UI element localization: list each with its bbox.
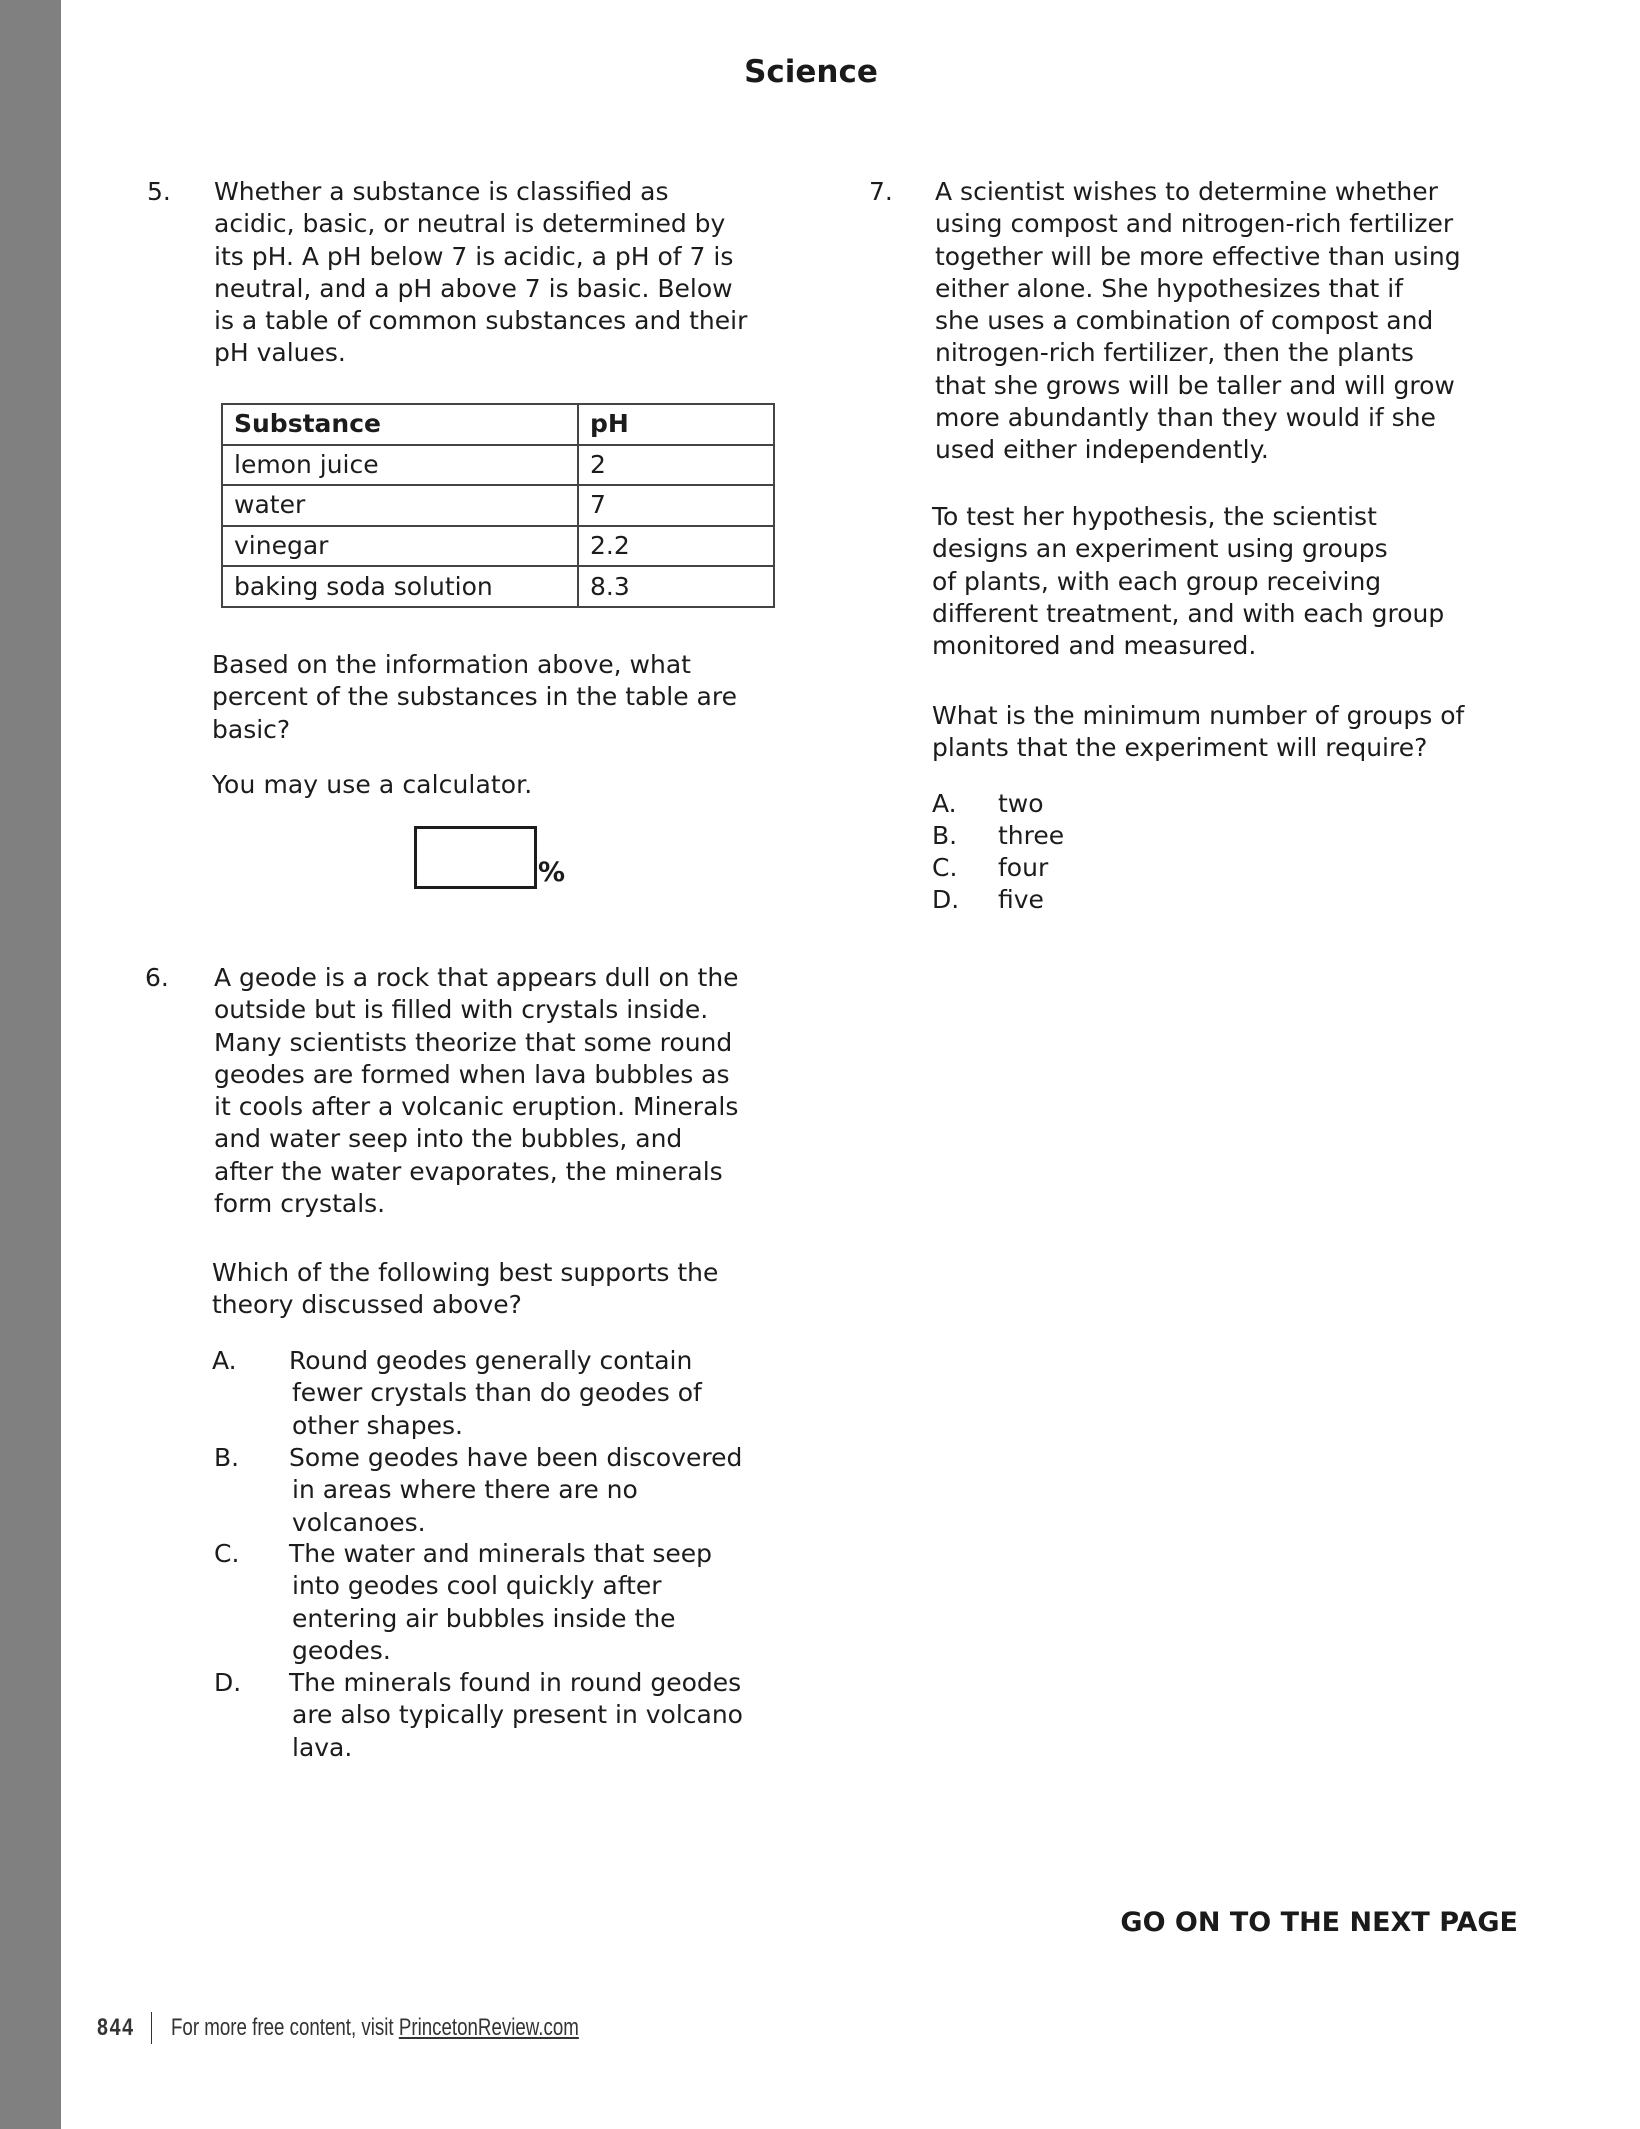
option-text (289, 1538, 712, 1667)
option-letter: D. (214, 1668, 242, 1697)
question-6-stem-line: A geode is a rock that appears dull on the (214, 963, 739, 992)
question-7-prompt (932, 700, 1464, 765)
question-6-stem-line: after the water evaporates, the minerals (214, 1156, 723, 1186)
question-6-stem-line: it cools after a volcanic eruption. Minerals (214, 1092, 739, 1122)
question-5-prompt-line: percent of the substances in the table are (212, 682, 737, 712)
option-line: volcanoes. (292, 1507, 426, 1537)
question-7-stem-line: nitrogen-rich fertilizer, then the plants (935, 338, 1414, 368)
question-7-stem (935, 176, 1461, 467)
question-6-prompt (212, 1257, 718, 1322)
table-cell-substance: water (222, 485, 578, 526)
table-header-substance: Substance (222, 404, 578, 445)
question-6-prompt-line: Which of the following best supports the (212, 1258, 719, 1287)
option-letter: C. (932, 853, 958, 882)
question-7-prompt-line: What is the minimum number of groups of (932, 701, 1465, 730)
option-letter: C. (214, 1539, 240, 1568)
question-5-stem-line: Whether a substance is classified as (214, 177, 669, 206)
table-cell-substance: vinegar (222, 526, 578, 567)
page-title: Science (744, 54, 878, 90)
question-6-stem-line: outside but is filled with crystals inside. (214, 995, 709, 1025)
table-cell-ph: 2 (578, 445, 774, 486)
footer-divider (151, 2012, 152, 2044)
table-cell-ph: 7 (578, 485, 774, 526)
question-6-stem-line: Many scientists theorize that some round (214, 1027, 733, 1057)
option-line: fewer crystals than do geodes of (292, 1378, 702, 1408)
option-text: four (998, 853, 1049, 882)
question-6-prompt-line: theory discussed above? (212, 1290, 522, 1320)
table-cell-ph: 2.2 (578, 526, 774, 567)
question-5-stem (214, 176, 747, 370)
question-5-prompt (212, 649, 737, 746)
option-line: in areas where there are no (292, 1475, 638, 1505)
question-7-context-line: designs an experiment using groups (932, 534, 1388, 564)
option-letter: D. (932, 885, 960, 914)
option-line: other shapes. (292, 1410, 463, 1440)
table-row (222, 566, 774, 607)
question-7-stem-line: that she grows will be taller and will grow (935, 370, 1455, 400)
question-5-number: 5. (147, 177, 171, 206)
option-line: into geodes cool quickly after (292, 1571, 662, 1601)
option-text: three (998, 821, 1065, 850)
option-text (289, 1667, 743, 1764)
option-line: entering air bubbles inside the (292, 1603, 676, 1633)
question-7-stem-line: together will be more effective than using (935, 241, 1461, 271)
princeton-review-link[interactable]: PrincetonReview.com (398, 2014, 579, 2041)
option-text: two (998, 789, 1044, 818)
question-7-stem-line: either alone. She hypothesizes that if (935, 273, 1404, 303)
question-6-stem-line: form crystals. (214, 1189, 386, 1219)
option-text (289, 1442, 742, 1539)
option-line: lava. (292, 1732, 353, 1762)
option-letter: B. (932, 821, 958, 850)
table-row (222, 485, 774, 526)
page-number: 844 (97, 2014, 135, 2041)
table-cell-substance: baking soda solution (222, 566, 578, 607)
option-line: are also typically present in volcano (292, 1700, 743, 1730)
option-line: The water and minerals that seep (289, 1539, 713, 1568)
question-6-stem (214, 962, 739, 1220)
option-letter: B. (214, 1443, 240, 1472)
table-row (222, 445, 774, 486)
table-cell-substance: lemon juice (222, 445, 578, 486)
option-letter: A. (212, 1346, 237, 1375)
question-7-context-line: monitored and measured. (932, 631, 1257, 661)
calculator-note: You may use a calculator. (212, 770, 533, 799)
question-7-stem-line: more abundantly than they would if she (935, 403, 1436, 433)
question-7-context-line: To test her hypothesis, the scientist (932, 502, 1377, 531)
question-5-prompt-line: basic? (212, 714, 291, 744)
question-7-stem-line: A scientist wishes to determine whether (935, 177, 1438, 206)
table-header-ph: pH (578, 404, 774, 445)
question-7-context (932, 501, 1444, 662)
page-edge-bar (0, 0, 61, 2129)
question-5-stem-line: pH values. (214, 338, 346, 368)
table-cell-ph: 8.3 (578, 566, 774, 607)
option-line: The minerals found in round geodes (289, 1668, 742, 1697)
option-line: Round geodes generally contain (289, 1346, 693, 1375)
option-letter: A. (932, 789, 957, 818)
question-7-number: 7. (869, 177, 893, 206)
question-6-stem-line: and water seep into the bubbles, and (214, 1124, 683, 1154)
option-text (289, 1345, 702, 1442)
question-5-prompt-line: Based on the information above, what (212, 650, 691, 679)
question-7-stem-line: used either independently. (935, 435, 1269, 465)
question-7-context-line: of plants, with each group receiving (932, 566, 1382, 596)
page-footer (97, 2010, 694, 2046)
question-5-stem-line: neutral, and a pH above 7 is basic. Below (214, 273, 733, 303)
footer-text (171, 2014, 579, 2042)
question-7-prompt-line: plants that the experiment will require? (932, 733, 1428, 763)
question-5-stem-line: acidic, basic, or neutral is determined by (214, 209, 726, 239)
answer-input-box[interactable] (414, 826, 537, 889)
question-6-number: 6. (145, 963, 169, 992)
question-5-stem-line: its pH. A pH below 7 is acidic, a pH of 7 is (214, 241, 734, 271)
question-6-stem-line: geodes are formed when lava bubbles as (214, 1059, 730, 1089)
question-7-stem-line: using compost and nitrogen-rich fertilizer (935, 209, 1454, 239)
question-7-stem-line: she uses a combination of compost and (935, 306, 1434, 336)
table-header-row (222, 404, 774, 445)
ph-table (221, 403, 775, 608)
question-5-stem-line: is a table of common substances and their (214, 306, 748, 336)
option-text: five (998, 885, 1044, 914)
percent-unit: % (538, 857, 566, 888)
go-on-next-page: GO ON TO THE NEXT PAGE (1120, 1907, 1518, 1938)
table-row (222, 526, 774, 567)
footer-promo-text: For more free content, visit (171, 2014, 399, 2041)
option-line: Some geodes have been discovered (289, 1443, 743, 1472)
option-line: geodes. (292, 1635, 391, 1665)
question-7-context-line: different treatment, and with each group (932, 598, 1445, 628)
